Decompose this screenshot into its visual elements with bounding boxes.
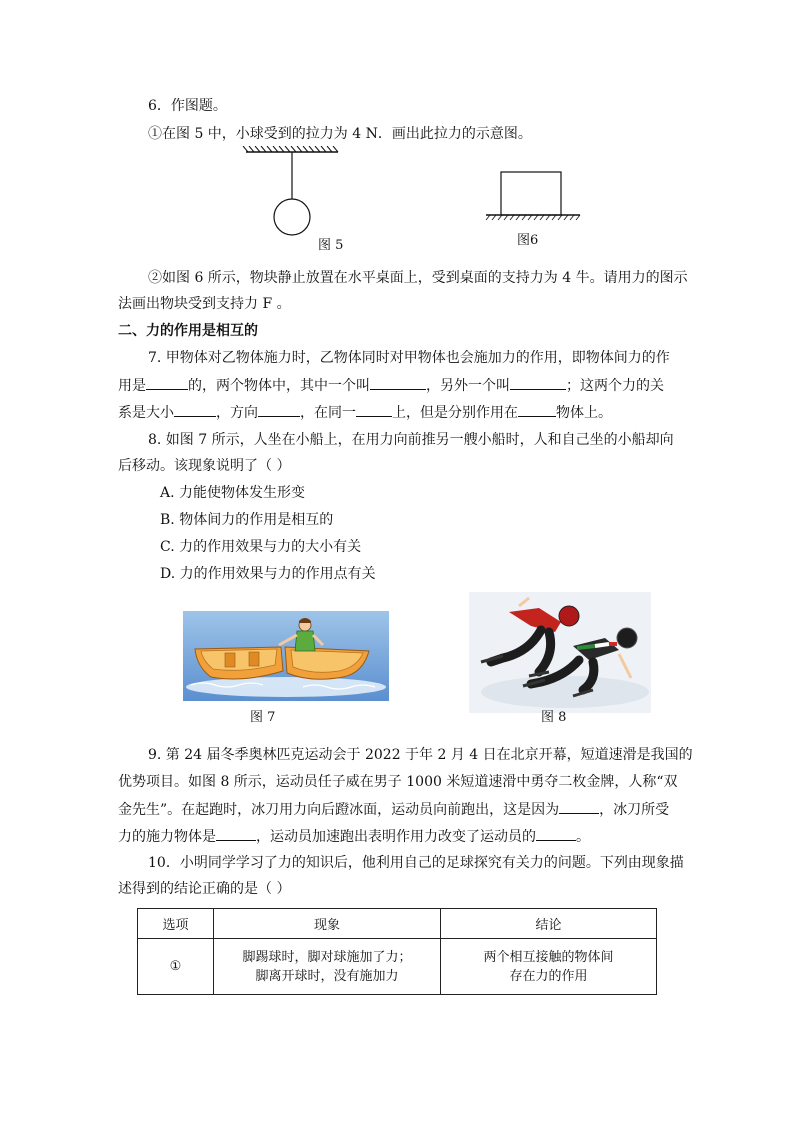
- figure-8-caption: 图 8: [541, 710, 567, 725]
- phenomenon-line: 脚踢球时，脚对球施加了力；: [242, 949, 412, 965]
- answer-blank[interactable]: [559, 799, 599, 814]
- table-header-row: [138, 909, 657, 939]
- table-cell-option: ①: [138, 939, 214, 995]
- q10-line1: 10．小明同学学习了力的知识后，他利用自己的足球探究有关力的问题。下列由现象描: [148, 855, 684, 871]
- answer-blank[interactable]: [356, 402, 392, 417]
- q7-line3: 系是大小 ，方向 ，在同一 上，但是分别作用在 物体上。: [118, 402, 612, 423]
- figure-5-pendulum: [240, 146, 350, 246]
- answer-blank[interactable]: [536, 826, 576, 841]
- conclusion-line: 存在力的作用: [509, 968, 588, 984]
- table-cell-conclusion: [441, 939, 657, 995]
- table-header-option: 选项: [138, 909, 214, 939]
- figure-6-block: [484, 168, 584, 222]
- q8-option-d[interactable]: D. 力的作用效果与力的作用点有关: [160, 566, 376, 582]
- q9-line2: 优势项目。如图 8 所示，运动员任子威在男子 1000 米短道速滑中勇夺二枚金牌，人称“双: [118, 774, 678, 790]
- answer-blank[interactable]: [216, 826, 256, 841]
- answer-blank[interactable]: [510, 375, 566, 390]
- q10-line2: 述得到的结论正确的是（ ）: [118, 881, 291, 897]
- table-row: [138, 939, 657, 995]
- q8-option-a[interactable]: A. 力能使物体发生形变: [160, 485, 306, 501]
- table-cell-phenomenon: [214, 939, 441, 995]
- results-table: [137, 908, 657, 995]
- q8-line2: 后移动。该现象说明了（ ）: [118, 458, 291, 474]
- table-header-conclusion: 结论: [441, 909, 657, 939]
- answer-blank[interactable]: [518, 402, 556, 417]
- q6-sub2-line2: 法画出物块受到支持力 F 。: [118, 296, 291, 312]
- table-header-phenomenon: 现象: [214, 909, 441, 939]
- q9-line3: 金先生”。在起跑时，冰刀用力向后蹬冰面，运动员向前跑出，这是因为 ，冰刀所受: [118, 799, 669, 820]
- q7-line1: 7. 甲物体对乙物体施力时，乙物体同时对甲物体也会施加力的作用，即物体间力的作: [148, 350, 670, 366]
- figure-6-caption: 图6: [517, 233, 539, 248]
- q8-option-b[interactable]: B. 物体间力的作用是相互的: [160, 512, 334, 528]
- phenomenon-line: 脚离开球时，没有施加力: [255, 968, 399, 984]
- q6-sub1: ①在图 5 中，小球受到的拉力为 4 N．画出此拉力的示意图。: [148, 126, 532, 142]
- answer-blank[interactable]: [146, 375, 188, 390]
- q7-line2: 用是 的，两个物体中，其中一个叫 ，另外一个叫 ；这两个力的关: [118, 375, 664, 396]
- answer-blank[interactable]: [370, 375, 426, 390]
- answer-blank[interactable]: [258, 402, 300, 417]
- q8-option-c[interactable]: C. 力的作用效果与力的大小有关: [160, 539, 362, 555]
- q9-line4: 力的施力物体是 ，运动员加速跑出表明作用力改变了运动员的 。: [118, 826, 590, 847]
- figure-7-boats-image: [183, 611, 389, 701]
- section-2-heading: 二、力的作用是相互的: [118, 323, 258, 339]
- q9-line1: 9. 第 24 届冬季奥林匹克运动会于 2022 于年 2 月 4 日在北京开幕，短道速滑是我国的: [148, 747, 693, 763]
- q6-title: 6．作图题。: [148, 98, 227, 114]
- figure-8-skaters-image: [469, 592, 651, 713]
- q6-sub2-line1: ②如图 6 所示，物块静止放置在水平桌面上，受到桌面的支持力为 4 牛。请用力的图示: [148, 270, 688, 286]
- figure-5-caption: 图 5: [318, 238, 344, 253]
- conclusion-line: 两个相互接触的物体间: [483, 949, 614, 965]
- q8-line1: 8. 如图 7 所示，人坐在小船上，在用力向前推另一艘小船时，人和自己坐的小船却向: [148, 432, 674, 448]
- answer-blank[interactable]: [174, 402, 216, 417]
- figure-7-caption: 图 7: [250, 710, 276, 725]
